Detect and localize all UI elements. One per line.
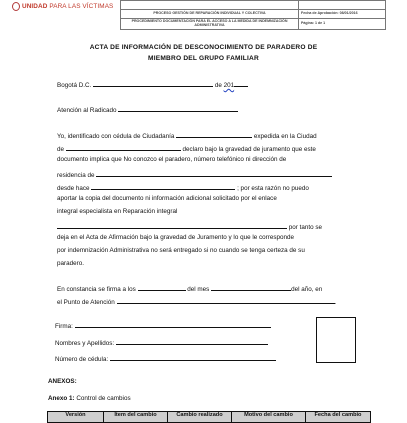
year-blank[interactable] xyxy=(234,80,248,87)
annex1-label: Anexo 1: xyxy=(48,395,75,402)
p1-text: desde hace xyxy=(57,185,90,192)
fingerprint-box xyxy=(316,317,356,363)
p1-text: Yo, identificado con cédula de Ciudadanía xyxy=(57,133,175,140)
p1-text: residencia de xyxy=(57,172,95,179)
unidad-victimas-logo xyxy=(12,0,120,12)
city-label: Bogotá D.C. xyxy=(57,82,92,89)
enlace-blank[interactable] xyxy=(57,222,287,229)
desde-blank[interactable] xyxy=(91,183,235,190)
p1-line xyxy=(57,222,322,231)
nombres-label: Nombres y Apellidos: xyxy=(55,340,115,347)
header-procedure: PROCEDIMIENTO DOCUMENTACIÓN PARA EL ACCESO A LA MEDIDA DE INDEMNIZACIÓN ADMINISTRATIVA xyxy=(121,19,299,30)
punto-atencion-blank[interactable] xyxy=(117,297,335,304)
cedula-label: Número de cédula: xyxy=(55,356,109,363)
p1-text: por tanto se xyxy=(288,224,323,231)
p1-text: expedida en la Ciudad xyxy=(253,133,317,140)
date-de-label: de xyxy=(214,82,222,89)
attention-line xyxy=(57,105,238,114)
p1-line xyxy=(57,131,317,140)
header-cell xyxy=(299,1,386,10)
p1-line xyxy=(57,183,309,192)
p2-text: del mes xyxy=(187,286,210,293)
annex-label: ANEXOS: xyxy=(48,378,77,385)
p2-text: el Punto de Atención xyxy=(57,299,115,306)
p1-line: paradero. xyxy=(57,260,84,267)
p1-line xyxy=(57,170,332,179)
numero-cedula-blank[interactable] xyxy=(110,354,276,361)
p1-line: por indemnización Administrativa no será entregado si no cuando se tenga certeza de su xyxy=(57,247,305,254)
table-header-cell: Fecha del cambio xyxy=(306,412,371,423)
header-cell xyxy=(121,1,299,10)
p2-text: En constancia se firma a los xyxy=(57,286,136,293)
header-table xyxy=(120,0,386,30)
cedula-line xyxy=(55,354,276,363)
p1-text: de xyxy=(57,146,65,153)
date-line xyxy=(57,80,248,89)
attention-label: Atención al Radicado xyxy=(57,107,117,114)
cedula-blank[interactable] xyxy=(176,131,252,138)
table-header-cell: Cambio realizado xyxy=(168,412,232,423)
p1-line: deja en el Acta de Afirmación bajo la gravedad de Juramento y lo que le corresponde xyxy=(57,234,294,241)
logo-text-bold: UNIDAD xyxy=(22,2,48,10)
mes-blank[interactable] xyxy=(211,284,291,291)
radicado-blank[interactable] xyxy=(118,105,238,112)
year-prefix: 201 xyxy=(223,82,235,89)
logo-text: PARA LAS VÍCTIMAS xyxy=(47,2,114,10)
date-blank[interactable] xyxy=(93,80,213,87)
p2-text: del año, en xyxy=(291,286,323,293)
ciudad-blank[interactable] xyxy=(66,144,181,151)
p1-line: integral especialista en Reparación integral xyxy=(57,208,178,215)
document-header xyxy=(8,0,388,28)
p1-text: declaro bajo la gravedad de juramento que este xyxy=(182,146,316,153)
p1-line: aportar la copia del documento ni información adicional solicitado por el enlace xyxy=(57,195,277,202)
residencia-blank[interactable] xyxy=(96,170,332,177)
firma-blank[interactable] xyxy=(75,321,271,328)
doc-title-line1: ACTA DE INFORMACIÓN DE DESCONOCIMIENTO DE PARADERO DE xyxy=(89,44,318,51)
signature-line xyxy=(55,321,271,330)
table-header-cell: Motivo del cambio xyxy=(232,412,306,423)
doc-title-line2: MIEMBRO DEL GRUPO FAMILIAR xyxy=(148,55,259,62)
seal-icon xyxy=(12,2,20,11)
annex1-text: Control de cambios xyxy=(74,395,131,402)
table-header-cell: Versión xyxy=(48,412,104,423)
p1-line: documento implica que No conozco el paradero, número telefónico ni dirección de xyxy=(57,156,287,163)
p1-text: ; por esta razón no puedo xyxy=(237,185,309,192)
p2-line xyxy=(57,284,322,293)
annex1-line xyxy=(48,396,131,402)
table-header-row xyxy=(48,412,371,423)
nombres-blank[interactable] xyxy=(116,338,268,345)
dia-blank[interactable] xyxy=(138,284,186,291)
table-header-cell: Ítem del cambio xyxy=(104,412,168,423)
header-page: Página: 1 de 1 xyxy=(299,19,386,30)
names-line xyxy=(55,338,268,347)
header-approval-date: Fecha de Aprobación: 08/01/2016 xyxy=(299,10,386,19)
header-process: PROCESO GESTIÓN DE REPARACIÓN INDIVIDUAL Y COLECTIVA xyxy=(121,10,299,19)
p1-line xyxy=(57,144,316,153)
firma-label: Firma: xyxy=(55,323,73,330)
p2-line: el Punto de Atención . xyxy=(57,299,337,306)
change-control-table xyxy=(47,411,371,423)
